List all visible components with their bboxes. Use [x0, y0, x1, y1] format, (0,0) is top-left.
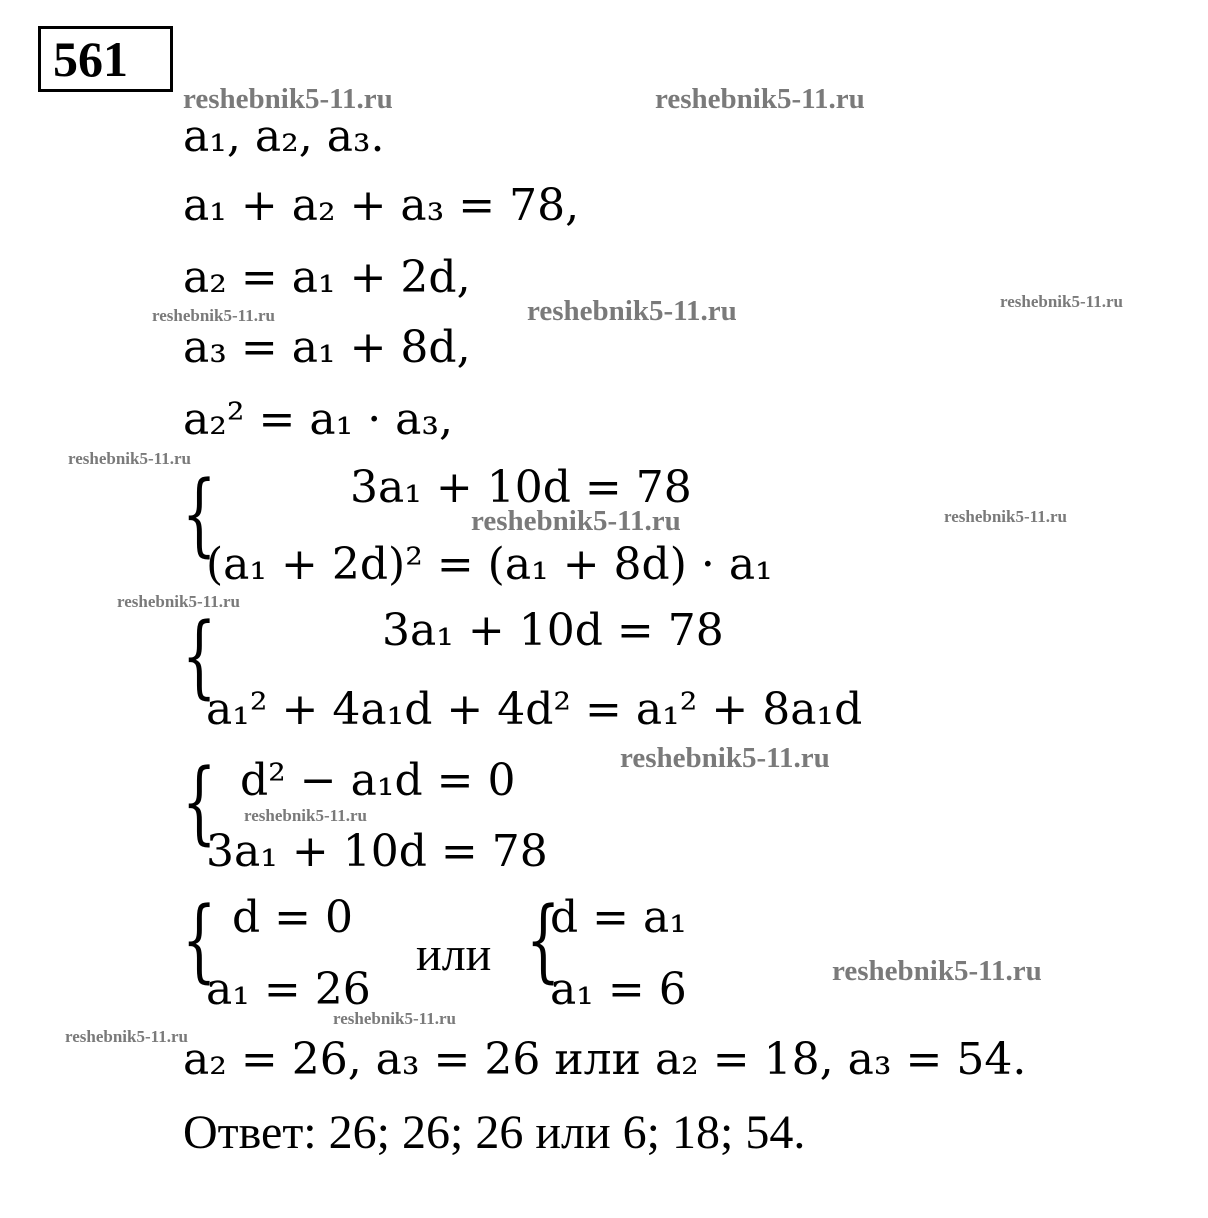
case1-eq2: a₁ = 26: [206, 964, 371, 1015]
system-brace: {: [182, 888, 217, 993]
sum-equation: a₁ + a₂ + a₃ = 78,: [183, 180, 580, 231]
geometric-condition: a₂² = a₁ · a₃,: [183, 394, 454, 445]
a2-equation: a₂ = a₁ + 2d,: [183, 252, 471, 303]
watermark: reshebnik5-11.ru: [183, 83, 393, 115]
watermark: reshebnik5-11.ru: [152, 306, 275, 325]
system-brace: {: [182, 462, 217, 567]
watermark: reshebnik5-11.ru: [68, 449, 191, 468]
system3-eq1: d² − a₁d = 0: [240, 755, 516, 806]
given-terms: a₁, a₂, a₃.: [183, 111, 385, 162]
case1-eq1: d = 0: [232, 892, 353, 943]
system3-eq2: 3a₁ + 10d = 78: [206, 826, 548, 877]
system2-eq1: 3a₁ + 10d = 78: [382, 605, 724, 656]
result-line: a₂ = 26, a₃ = 26 или a₂ = 18, a₃ = 54.: [183, 1034, 1027, 1085]
system2-eq2: a₁² + 4a₁d + 4d² = a₁² + 8a₁d: [206, 684, 863, 735]
system-brace: {: [182, 604, 217, 709]
system-brace: {: [182, 750, 217, 855]
watermark: reshebnik5-11.ru: [65, 1027, 188, 1046]
system1-eq2: (a₁ + 2d)² = (a₁ + 8d) · a₁: [206, 539, 773, 590]
system-brace: {: [526, 888, 561, 993]
watermark: reshebnik5-11.ru: [471, 505, 681, 537]
watermark: reshebnik5-11.ru: [244, 806, 367, 825]
case2-eq1: d = a₁: [550, 892, 687, 943]
watermark: reshebnik5-11.ru: [944, 507, 1067, 526]
case2-eq2: a₁ = 6: [550, 964, 687, 1015]
problem-number: 561: [38, 26, 173, 92]
watermark: reshebnik5-11.ru: [832, 955, 1042, 987]
watermark: reshebnik5-11.ru: [527, 295, 737, 327]
watermark: reshebnik5-11.ru: [655, 83, 865, 115]
answer-line: Ответ: 26; 26; 26 или 6; 18; 54.: [183, 1106, 806, 1159]
watermark: reshebnik5-11.ru: [117, 592, 240, 611]
a3-equation: a₃ = a₁ + 8d,: [183, 322, 471, 373]
watermark: reshebnik5-11.ru: [333, 1009, 456, 1028]
watermark: reshebnik5-11.ru: [620, 742, 830, 774]
or-word: или: [416, 928, 492, 981]
system1-eq1: 3a₁ + 10d = 78: [350, 462, 692, 513]
watermark: reshebnik5-11.ru: [1000, 292, 1123, 311]
